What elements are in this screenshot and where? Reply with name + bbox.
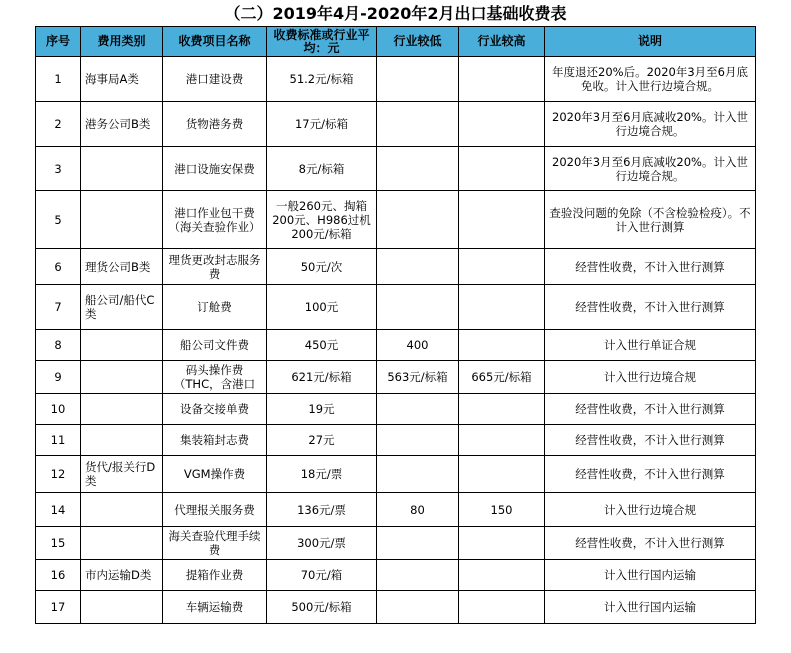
cell-category: 货代/报关行D类	[81, 456, 163, 493]
cell-high	[459, 456, 545, 493]
cell-note: 计入世行国内运输	[545, 560, 756, 591]
cell-low	[377, 527, 459, 560]
cell-low	[377, 191, 459, 249]
cell-note: 计入世行单证合规	[545, 330, 756, 361]
cell-category	[81, 191, 163, 249]
cell-item: 理货更改封志服务费	[163, 249, 267, 285]
cell-high	[459, 191, 545, 249]
cell-note: 年度退还20%后。2020年3月至6月底免收。计入世行边境合规。	[545, 57, 756, 102]
cell-standard: 51.2元/标箱	[267, 57, 377, 102]
header-item: 收费项目名称	[163, 27, 267, 57]
cell-note: 经营性收费，不计入世行测算	[545, 425, 756, 456]
cell-no: 7	[36, 285, 81, 330]
cell-note: 2020年3月至6月底减收20%。计入世行边境合规。	[545, 147, 756, 191]
cell-category: 船公司/船代C类	[81, 285, 163, 330]
cell-high	[459, 425, 545, 456]
header-category: 费用类别	[81, 27, 163, 57]
cell-high: 150	[459, 493, 545, 527]
cell-standard: 136元/票	[267, 493, 377, 527]
cell-low	[377, 102, 459, 147]
cell-category	[81, 527, 163, 560]
cell-category: 市内运输D类	[81, 560, 163, 591]
cell-standard: 19元	[267, 394, 377, 425]
cell-high	[459, 527, 545, 560]
cell-standard: 17元/标箱	[267, 102, 377, 147]
table-row	[36, 361, 756, 394]
cell-no: 16	[36, 560, 81, 591]
fee-table	[35, 26, 756, 624]
cell-standard: 70元/箱	[267, 560, 377, 591]
cell-no: 8	[36, 330, 81, 361]
table-row	[36, 191, 756, 249]
cell-standard: 8元/标箱	[267, 147, 377, 191]
cell-high	[459, 147, 545, 191]
cell-low	[377, 285, 459, 330]
cell-high	[459, 102, 545, 147]
table-row	[36, 102, 756, 147]
cell-category	[81, 394, 163, 425]
cell-note: 2020年3月至6月底减收20%。计入世行边境合规。	[545, 102, 756, 147]
cell-standard: 621元/标箱	[267, 361, 377, 394]
cell-no: 9	[36, 361, 81, 394]
cell-standard: 18元/票	[267, 456, 377, 493]
header-high: 行业较高	[459, 27, 545, 57]
header-note: 说明	[545, 27, 756, 57]
header-no: 序号	[36, 27, 81, 57]
cell-high	[459, 394, 545, 425]
cell-item: 海关查验代理手续费	[163, 527, 267, 560]
page-title: （二）2019年4月-2020年2月出口基础收费表	[224, 4, 567, 23]
cell-no: 11	[36, 425, 81, 456]
cell-item: 代理报关服务费	[163, 493, 267, 527]
cell-item: 设备交接单费	[163, 394, 267, 425]
cell-category: 海事局A类	[81, 57, 163, 102]
cell-item: 提箱作业费	[163, 560, 267, 591]
cell-low	[377, 394, 459, 425]
cell-item: 港口作业包干费（海关查验作业）	[163, 191, 267, 249]
cell-category	[81, 591, 163, 624]
header-low: 行业较低	[377, 27, 459, 57]
cell-low: 563元/标箱	[377, 361, 459, 394]
cell-no: 3	[36, 147, 81, 191]
cell-item: 船公司文件费	[163, 330, 267, 361]
cell-high: 665元/标箱	[459, 361, 545, 394]
cell-high	[459, 591, 545, 624]
cell-item: 集装箱封志费	[163, 425, 267, 456]
cell-low	[377, 591, 459, 624]
cell-no: 5	[36, 191, 81, 249]
cell-item: 码头操作费（THC，含港口	[163, 361, 267, 394]
cell-item: 货物港务费	[163, 102, 267, 147]
cell-low	[377, 456, 459, 493]
cell-low	[377, 249, 459, 285]
cell-no: 12	[36, 456, 81, 493]
cell-item: 港口设施安保费	[163, 147, 267, 191]
cell-no: 2	[36, 102, 81, 147]
table-row	[36, 285, 756, 330]
header-standard: 收费标准或行业平均：元	[267, 27, 377, 57]
cell-item: VGM操作费	[163, 456, 267, 493]
table-row	[36, 147, 756, 191]
cell-category	[81, 361, 163, 394]
header-row	[36, 27, 756, 57]
cell-no: 17	[36, 591, 81, 624]
cell-no: 15	[36, 527, 81, 560]
cell-standard: 50元/次	[267, 249, 377, 285]
table-row	[36, 57, 756, 102]
table-row	[36, 560, 756, 591]
cell-low	[377, 57, 459, 102]
cell-category: 港务公司B类	[81, 102, 163, 147]
cell-note: 计入世行边境合规	[545, 493, 756, 527]
cell-note: 计入世行国内运输	[545, 591, 756, 624]
cell-item: 车辆运输费	[163, 591, 267, 624]
cell-high	[459, 249, 545, 285]
cell-category	[81, 330, 163, 361]
table-row	[36, 394, 756, 425]
cell-item: 港口建设费	[163, 57, 267, 102]
cell-standard: 27元	[267, 425, 377, 456]
cell-note: 经营性收费，不计入世行测算	[545, 394, 756, 425]
cell-low	[377, 425, 459, 456]
table-row	[36, 591, 756, 624]
table-row	[36, 456, 756, 493]
cell-standard: 100元	[267, 285, 377, 330]
table-row	[36, 493, 756, 527]
cell-note: 经营性收费，不计入世行测算	[545, 249, 756, 285]
table-row	[36, 249, 756, 285]
cell-note: 查验没问题的免除（不含检验检疫）。不计入世行测算	[545, 191, 756, 249]
cell-high	[459, 285, 545, 330]
cell-no: 1	[36, 57, 81, 102]
cell-standard: 450元	[267, 330, 377, 361]
cell-high	[459, 57, 545, 102]
table-row	[36, 330, 756, 361]
cell-low	[377, 147, 459, 191]
cell-note: 计入世行边境合规	[545, 361, 756, 394]
cell-high	[459, 330, 545, 361]
cell-low: 80	[377, 493, 459, 527]
cell-standard: 500元/标箱	[267, 591, 377, 624]
cell-category: 理货公司B类	[81, 249, 163, 285]
cell-item: 订舱费	[163, 285, 267, 330]
cell-standard: 300元/票	[267, 527, 377, 560]
cell-no: 6	[36, 249, 81, 285]
cell-note: 经营性收费，不计入世行测算	[545, 527, 756, 560]
cell-note: 经营性收费，不计入世行测算	[545, 285, 756, 330]
cell-category	[81, 147, 163, 191]
cell-standard: 一般260元、掏箱200元、H986过机200元/标箱	[267, 191, 377, 249]
cell-category	[81, 425, 163, 456]
table-row	[36, 527, 756, 560]
cell-category	[81, 493, 163, 527]
cell-low: 400	[377, 330, 459, 361]
cell-no: 14	[36, 493, 81, 527]
table-row	[36, 425, 756, 456]
cell-high	[459, 560, 545, 591]
cell-no: 10	[36, 394, 81, 425]
cell-low	[377, 560, 459, 591]
cell-note: 经营性收费，不计入世行测算	[545, 456, 756, 493]
